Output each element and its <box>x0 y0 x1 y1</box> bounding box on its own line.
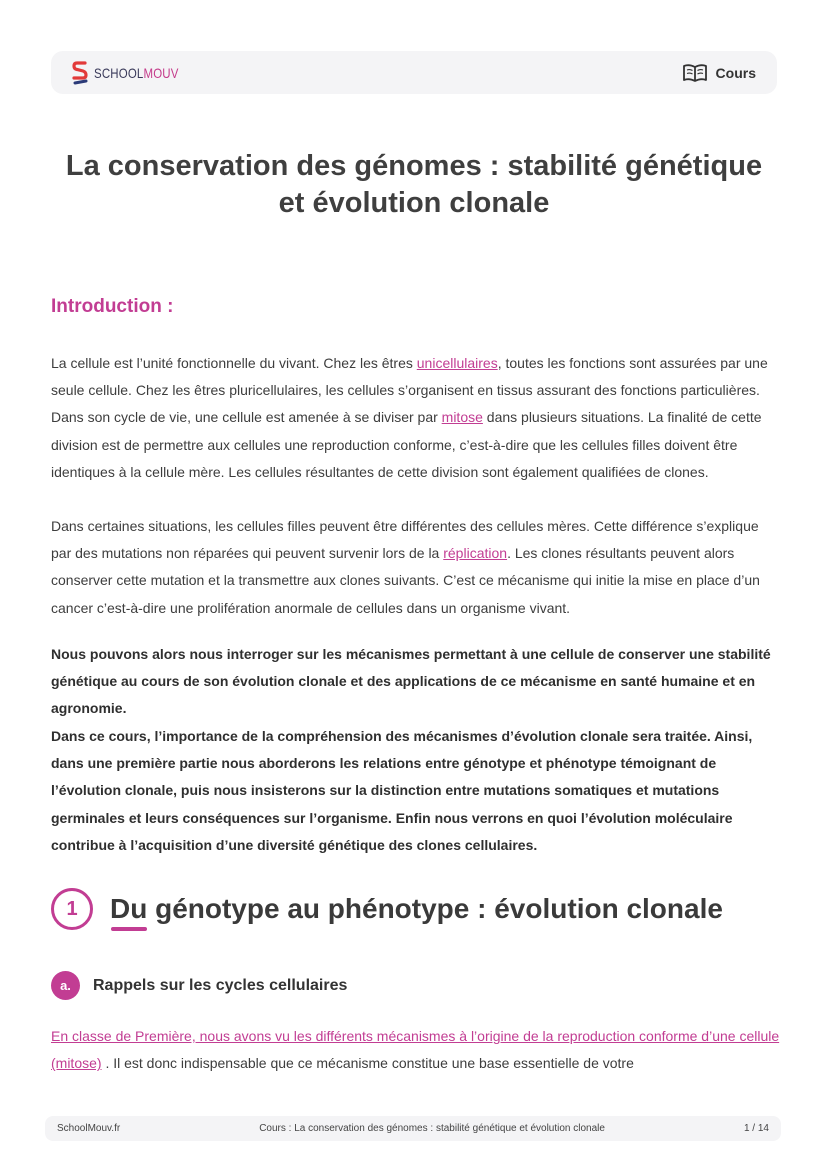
schoolmouv-s-logo-icon <box>72 60 88 86</box>
plan-paragraph: Dans ce cours, l’importance de la compréhension des mécanismes d’évolution clonale sera traitée. Ainsi, dans une première partie nous aborderons les relations entre génotype et phénotype témoignant de l’évolution clonale, puis nous insisterons sur la distinction entre mutations somatiques et mutations germinales et leurs conséquences sur l’organisme. Enfin nous verrons en quoi l’évolution moléculaire contribue à l’acquisition d’une diversité génétique des clones cellulaires. <box>51 728 753 853</box>
schoolmouv-logo[interactable] <box>72 60 197 86</box>
section-1a-paragraph <box>51 1023 781 1077</box>
introduction-heading: Introduction : <box>51 296 174 317</box>
page-title: La conservation des génomes : stabilité génétique et évolution clonale <box>65 150 763 219</box>
subsection-title: Rappels sur les cycles cellulaires <box>93 976 348 994</box>
title-underline-decoration <box>111 927 147 931</box>
footer-page-number: 1 / 14 <box>743 1123 769 1134</box>
text-run: dans plusieurs situations. La finalité de cette division est de permettre aux cellules une reproduction conforme, c’est-à-dire que les cellules filles doivent être identiques à la cellule mère. Les cellules résultantes de cette division sont également qualifiées de clones. <box>51 409 762 480</box>
link-premiere-mitose[interactable]: En classe de Première, nous avons vu les différents mécanismes à l’origine de la reproduction conforme d’une cellule (mitose) <box>51 1028 780 1072</box>
problematique-paragraph: Nous pouvons alors nous interroger sur les mécanismes permettant à une cellule de conserver une stabilité génétique au cours de son évolution clonale et des applications de ce mécanisme en santé humaine et en agronomie. <box>51 646 771 717</box>
text-run: . Il est donc indispensable que ce mécanisme constitue une base essentielle de votre <box>101 1055 634 1072</box>
subsection-letter-badge: a. <box>51 971 80 1000</box>
intro-paragraph-2 <box>51 513 781 622</box>
footer-course-title: Cours : La conservation des génomes : stabilité génétique et évolution clonale <box>259 1123 605 1134</box>
cours-label: Cours <box>715 64 756 81</box>
intro-paragraph-1 <box>51 350 781 486</box>
text-run: , toutes les fonctions sont assurées par une seule cellule. Chez les êtres pluricellulaires, les cellules s’organisent en tissus assurant des fonctions particulières. Dans son cycle de vie, une cellule est amenée à se diviser par <box>51 355 768 426</box>
section-1-title: Du génotype au phénotype : évolution clonale <box>110 893 723 924</box>
footer-site: SchoolMouv.fr <box>57 1123 121 1134</box>
book-icon <box>682 63 708 83</box>
link-mitose[interactable]: mitose <box>441 409 483 426</box>
subsection-a-heading <box>51 971 347 1000</box>
section-1-title-wrap <box>110 893 723 925</box>
text-run: La cellule est l’unité fonctionnelle du vivant. Chez les êtres <box>51 355 417 371</box>
logo-text: SCHOOLMOUV <box>94 64 179 81</box>
section-1-heading <box>51 888 723 930</box>
page-footer <box>45 1116 781 1141</box>
link-replication[interactable]: réplication <box>443 545 508 562</box>
text-run: Dans certaines situations, les cellules filles peuvent être différentes des cellules mères. Cette différence s’explique par des mutations non réparées qui peuvent survenir lors de la <box>51 518 759 562</box>
text-run: . Les clones résultants peuvent alors conserver cette mutation et la transmettre aux clones suivants. C’est ce mécanisme qui initie la mise en place d’un cancer c’est-à-dire une prolifération anormale de cellules dans un organisme vivant. <box>51 545 760 616</box>
page-header <box>51 51 777 94</box>
cours-nav-link[interactable] <box>682 63 756 83</box>
section-number-badge: 1 <box>51 888 93 930</box>
link-unicellulaires[interactable]: unicellulaires <box>416 355 498 371</box>
